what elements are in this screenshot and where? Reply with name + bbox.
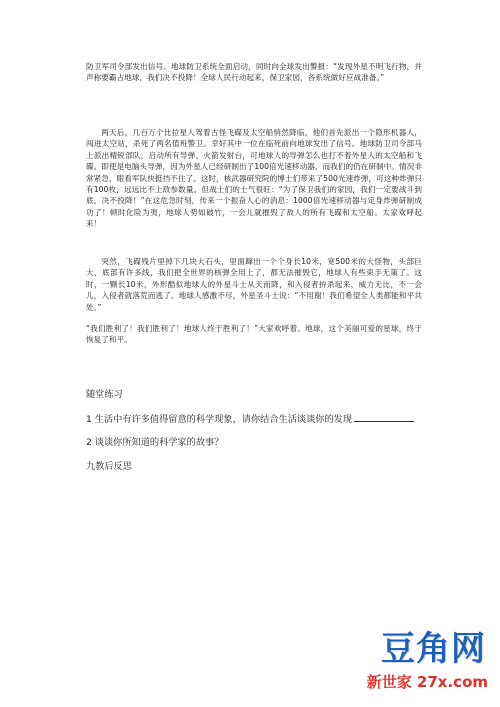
exercise-heading: 随堂练习 <box>86 389 123 400</box>
exercise-question-1 <box>86 412 426 426</box>
story-paragraph-2-text: 两天后，几百万个比拉星人驾着古怪飞碟及太空船悄然降临，他们首先派出一个隐形机器人，闯进太空站，杀死了两名值班警卫。幸好其中一位在临死前向地球发出了信号。地球防卫司令部马上派出精锐部队，启动所有导弹、火箭发射台，可地球人的导弹怎么也打不着外星人的太空船和飞碟。即使是电脑头导弹，因为外星人已经研制出了100倍光速移动器，而我们的仍在研制中。情况非常紧急，眼看军队快挺挡不住了。这时，核武器研究院的博士们带来了500光速炸弹，可这种炸弹只有100枚，远远比不上敌参数量。但战士们的士气很旺：“为了保卫我们的家园，我们一定要战斗到底，决不投降！”在这危急时刻，传来一个振奋人心的消息：1000倍光速移动器与定身炸弹研制成功了！顿时化险为夷，地球人势如破竹，一会儿就摧毁了敌人的所有飞碟和太空船。太家欢呼起来！ <box>86 128 422 229</box>
story-paragraph-1 <box>86 61 422 84</box>
watermark-logo-sub: 新世家 27x.com <box>366 673 488 691</box>
story-paragraph-3-text: 突然，飞碟残片里掉下几块大石头，里面蹿出一个个身长10米，宽500米的大怪物，头部巨大，底部有许多线，我们把全世界的核弹全用上了，都无法摧毁它，地球人有些束手无策了。这时，一颗长10米，外形酷似地球人的外星斗士从天而降，和入侵者拚杀起来，威力无比，不一会儿，入侵者就落荒而逃了。地球人感激不尽，外星圣斗士说：“不用谢！我们希望全人类都能和平共处。” <box>86 257 422 312</box>
story-paragraph-3 <box>86 256 422 313</box>
reflection-heading: 九教后反思 <box>86 461 132 472</box>
story-paragraph-2 <box>86 127 422 230</box>
watermark-logo-main: 豆角网 <box>381 629 486 669</box>
watermark-logo <box>340 629 492 699</box>
story-paragraph-4 <box>86 323 422 346</box>
exercise-question-1-text: 1 生活中有许多值得留意的科学现象，请你结合生活谈谈你的发现 <box>86 414 353 425</box>
answer-blank-line <box>354 412 414 422</box>
exercise-question-2: 2 谈谈你所知道的科学家的故事？ <box>86 437 224 448</box>
story-paragraph-1-text: 防卫军司令部发出信号。地球防卫系统全面启动，同时向全球发出警报：“发现外星不明飞行物，并声称要霸占地球，我们决不投降！全球人民行动起来，保卫家园，各系统做好应战准备。” <box>86 62 422 83</box>
story-paragraph-4-text: “我们胜利了！我们胜利了！地球人终于胜利了！”大家欢呼着。地球，这个美丽可爱的星球，终于恢复了和平。 <box>86 324 422 345</box>
